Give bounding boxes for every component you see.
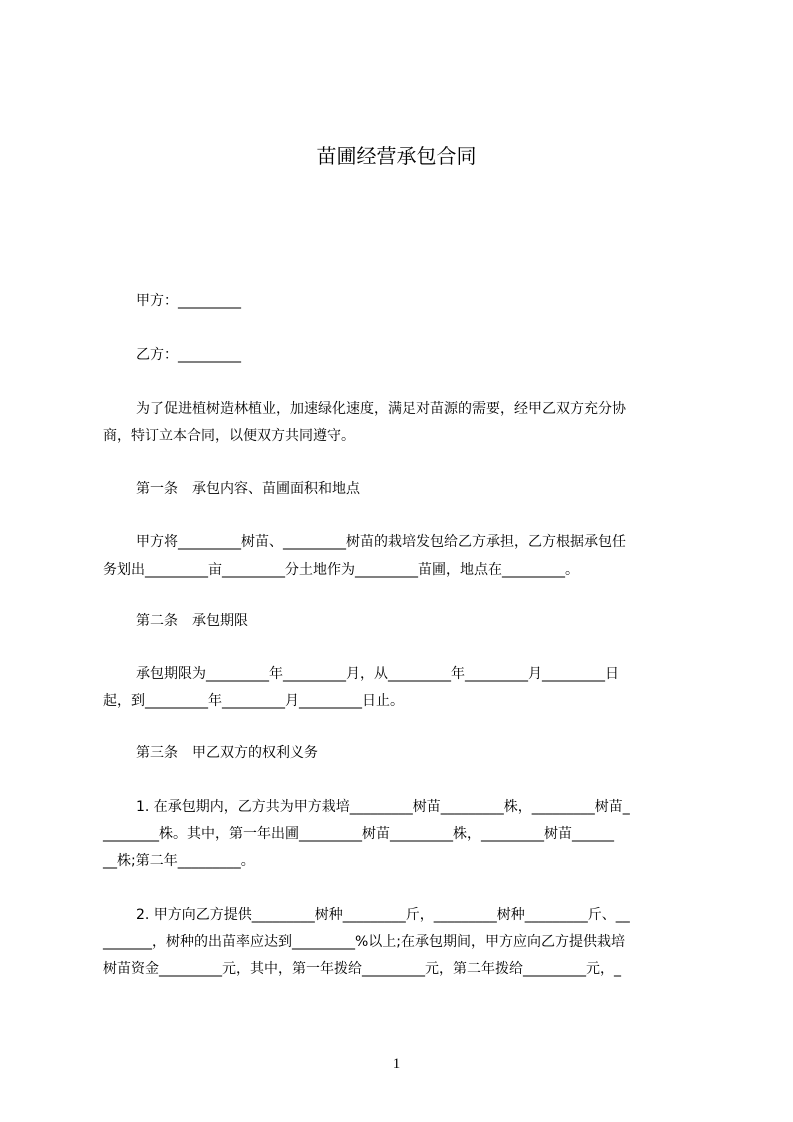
article2-heading: 第二条 承包期限 [136, 613, 248, 629]
article3-item2-line-1: 2. 甲方向乙方提供_________树种_________斤，_________树种_________斤、__ [136, 907, 630, 923]
document-title: 苗圃经营承包合同 [316, 144, 477, 168]
article3-heading: 第三条 甲乙双方的权利义务 [136, 745, 318, 761]
intro-line-2: 商，特订立本合同，以便双方共同遵守。 [103, 428, 355, 444]
intro-line-1: 为了促进植树造林植业，加速绿化速度，满足对苗源的需要，经甲乙双方充分协 [136, 401, 626, 417]
article1-line-1: 甲方将_________树苗、_________树苗的栽培发包给乙方承担，乙方根据承包任 [136, 534, 626, 550]
article2-line-2: 起，到_________年_________月_________日止。 [103, 693, 404, 709]
article2-line-1: 承包期限为_________年_________月，从_________年_________月_________日 [136, 666, 619, 682]
article3-item1-line-1: 1. 在承包期内，乙方共为甲方栽培_________树苗_________株，_________树苗_ [136, 799, 630, 815]
article3-item2-line-3: 树苗资金_________元，其中，第一年拨给_________元，第二年拨给_________元，_ [103, 961, 621, 977]
article1-heading: 第一条 承包内容、苗圃面积和地点 [136, 481, 360, 497]
article1-line-2: 务划出_________亩_________分土地作为_________苗圃，地点在_________。 [103, 562, 579, 578]
article3-item1-line-2: ________株。其中，第一年出圃_________树苗_________株，_________树苗______ [103, 826, 614, 842]
article3-item1-line-3: __株;第二年_________。 [103, 853, 255, 869]
party-a-line: 甲方：_________ [136, 293, 241, 309]
article3-item2-line-2: _______，树种的出苗率应达到_________%以上;在承包期间，甲方应向乙方提供栽培 [103, 934, 626, 950]
page-number: 1 [392, 1056, 401, 1072]
party-b-line: 乙方：_________ [136, 347, 241, 363]
